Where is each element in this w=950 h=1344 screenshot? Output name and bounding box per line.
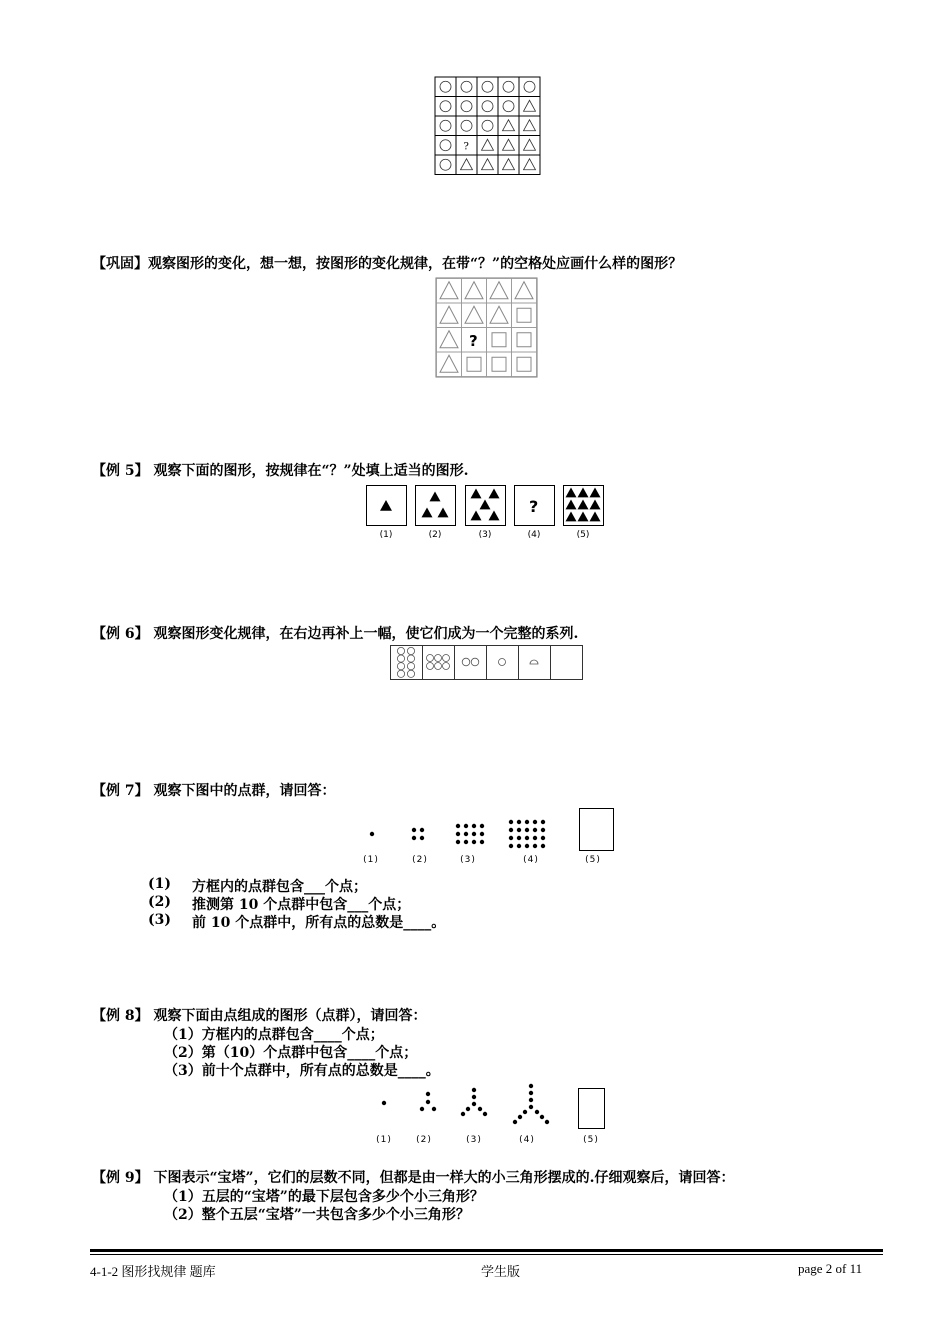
ex9-item-1: （1）五层的“宝塔”的最下层包含多少个小三角形？ — [164, 1189, 484, 1205]
example-7-question: 【例 7】 观察下图中的点群，请回答： — [92, 783, 336, 799]
filled-triangle — [430, 492, 441, 502]
dot — [545, 1120, 549, 1124]
filled-triangle — [590, 488, 601, 498]
triangle-shape — [515, 282, 533, 299]
dot — [517, 844, 521, 848]
circle-shape — [503, 81, 514, 92]
triangle-shape — [440, 306, 458, 323]
dot — [533, 844, 537, 848]
dot — [464, 824, 468, 828]
circle-shape — [503, 101, 514, 112]
filled-triangle — [471, 511, 482, 521]
triangle-shape — [440, 355, 458, 372]
triangle-shape — [482, 159, 494, 170]
figure-caption: (3) — [478, 530, 492, 540]
triangle-shape — [490, 282, 508, 299]
dot — [529, 1084, 533, 1088]
ex8-item-2: （2）第（10）个点群中包含____个点； — [164, 1045, 418, 1061]
dot — [420, 836, 424, 840]
grid-cell — [435, 155, 456, 175]
circle-shape — [461, 120, 472, 131]
dot — [529, 1105, 533, 1109]
grid-cell — [477, 97, 498, 117]
grid-cell — [456, 77, 477, 97]
circle-shape — [407, 655, 414, 662]
dot — [541, 820, 545, 824]
filled-triangle — [489, 489, 500, 499]
filled-triangle — [590, 500, 601, 510]
ex8-item-3: （3）前十个点群中，所有点的总数是____。 — [164, 1063, 440, 1079]
circle-shape — [440, 81, 451, 92]
footer-center-text: 学生版 — [481, 1264, 521, 1279]
circle-series-figure — [390, 645, 582, 681]
dot — [464, 840, 468, 844]
dot — [525, 820, 529, 824]
example-5-question: 【例 5】 观察下面的图形，按规律在“？”处填上适当的图形. — [92, 463, 469, 479]
dot — [480, 832, 484, 836]
dot-group-grid-figure — [360, 806, 620, 868]
dot — [533, 820, 537, 824]
circle-shape — [471, 658, 479, 666]
dot — [541, 844, 545, 848]
dot — [472, 832, 476, 836]
dot — [535, 1110, 539, 1114]
dot — [517, 820, 521, 824]
grid-cell — [477, 116, 498, 136]
triangle-square-grid-figure — [436, 278, 538, 378]
dot — [412, 836, 416, 840]
filled-triangle — [438, 508, 449, 518]
figure-caption: (4) — [527, 530, 541, 540]
circle-shape — [397, 655, 404, 662]
triangle-shape — [440, 331, 458, 348]
grid-cell — [498, 77, 519, 97]
figure-caption: (2) — [428, 530, 442, 540]
triangle-shape — [482, 139, 494, 150]
circle-shape — [440, 159, 451, 170]
triangle-shape — [524, 100, 536, 111]
dot — [529, 1098, 533, 1102]
figure-caption: (5) — [576, 530, 590, 540]
grid-cell — [435, 136, 456, 156]
dot — [518, 1115, 522, 1119]
dot — [464, 832, 468, 836]
filled-triangle — [578, 512, 589, 522]
filled-triangle — [566, 488, 577, 498]
triangle-shape — [524, 159, 536, 170]
grid-cell — [462, 352, 487, 377]
triangle-count-sequence-figure — [366, 485, 608, 543]
circle-shape — [482, 101, 493, 112]
circle-shape — [440, 140, 451, 151]
dot — [533, 828, 537, 832]
circle-shape — [440, 120, 451, 131]
grid-cell — [512, 303, 537, 328]
dot — [541, 828, 545, 832]
filled-triangle — [380, 500, 392, 511]
triangle-shape — [465, 282, 483, 299]
square-shape — [492, 357, 506, 371]
dot — [525, 836, 529, 840]
grid-cell — [487, 328, 512, 353]
circle-shape — [427, 663, 434, 670]
ex8-item-1: （1）方框内的点群包含____个点； — [164, 1027, 384, 1043]
dot — [461, 1112, 465, 1116]
figure-caption: (2) — [416, 1135, 432, 1145]
grid-cell — [512, 352, 537, 377]
figure-caption: (5) — [585, 855, 601, 865]
circle-shape — [482, 120, 493, 131]
dot — [466, 1107, 470, 1111]
square-shape — [492, 333, 506, 347]
filled-triangle — [422, 508, 433, 518]
grid-cell — [487, 352, 512, 377]
dot — [517, 828, 521, 832]
triangle-shape — [503, 159, 515, 170]
dot-branch-figure — [362, 1082, 622, 1146]
grid-cell — [477, 77, 498, 97]
half-circle-shape — [530, 660, 538, 664]
filled-triangle — [590, 512, 601, 522]
circle-shape — [461, 81, 472, 92]
grid-cell — [498, 97, 519, 117]
dot — [509, 844, 513, 848]
triangle-shape — [461, 159, 473, 170]
figure-caption: (2) — [412, 855, 428, 865]
footer-left-text: 4-1-2 图形找规律 题库 — [90, 1264, 216, 1279]
dot — [480, 824, 484, 828]
filled-triangle — [489, 511, 500, 521]
circle-shape — [462, 658, 470, 666]
figure-caption: (1) — [376, 1135, 392, 1145]
dot — [541, 836, 545, 840]
grid-cell — [519, 77, 540, 97]
square-shape — [517, 357, 531, 371]
circle-shape — [499, 659, 506, 666]
triangle-shape — [465, 306, 483, 323]
filled-triangle — [566, 500, 577, 510]
dot — [456, 832, 460, 836]
figure-caption: (5) — [583, 1135, 599, 1145]
empty-answer-box — [580, 809, 614, 851]
square-shape — [517, 333, 531, 347]
dot — [513, 1120, 517, 1124]
filled-triangle — [471, 489, 482, 499]
dot — [472, 840, 476, 844]
grid-cell — [512, 328, 537, 353]
figure-caption: (1) — [363, 855, 379, 865]
dot — [426, 1092, 430, 1096]
dot — [472, 1095, 476, 1099]
dot — [456, 840, 460, 844]
dot — [509, 820, 513, 824]
triangle-shape — [524, 139, 536, 150]
grid-cell — [435, 77, 456, 97]
dot — [483, 1112, 487, 1116]
series-frame — [519, 646, 551, 680]
dot — [472, 1088, 476, 1092]
ex7-item-1-number: (1) — [148, 876, 171, 892]
dot — [509, 828, 513, 832]
circle-shape — [427, 655, 434, 662]
dot — [529, 1091, 533, 1095]
circle-shape — [407, 663, 414, 670]
circle-shape — [524, 81, 535, 92]
grid-cell — [435, 97, 456, 117]
dot — [480, 840, 484, 844]
series-frame — [391, 646, 423, 680]
series-frame — [455, 646, 487, 680]
circle-shape — [397, 663, 404, 670]
circle-shape — [407, 670, 414, 677]
dot — [382, 1101, 386, 1105]
circle-shape — [435, 655, 442, 662]
triangle-shape — [440, 282, 458, 299]
filled-triangle — [566, 512, 577, 522]
figure-caption: (4) — [523, 855, 539, 865]
question-mark: ? — [529, 497, 539, 516]
series-frame — [551, 646, 583, 680]
footer-rule-thick — [90, 1249, 883, 1252]
dot — [420, 1107, 424, 1111]
dot — [432, 1107, 436, 1111]
grid-cell — [456, 116, 477, 136]
empty-answer-box — [579, 1089, 605, 1129]
circle-shape — [461, 101, 472, 112]
ex7-item-3-text: 前 10 个点群中，所有点的总数是____。 — [192, 915, 446, 931]
example-6-question: 【例 6】 观察图形变化规律，在右边再补上一幅，使它们成为一个完整的系列. — [92, 626, 579, 642]
footer-page-number: page 2 of 11 — [798, 1261, 863, 1276]
consolidate-question: 【巩固】观察图形的变化，想一想，按图形的变化规律，在带“？”的空格处应画什么样的图形？ — [92, 256, 683, 272]
question-mark: ? — [469, 331, 478, 350]
circle-shape — [443, 655, 450, 662]
dot — [525, 844, 529, 848]
circle-shape — [407, 647, 414, 654]
dot — [370, 832, 374, 836]
figure-caption: (3) — [460, 855, 476, 865]
triangle-shape — [503, 139, 515, 150]
ex7-item-2-number: (2) — [148, 894, 171, 910]
dot — [420, 828, 424, 832]
triangle-shape — [503, 120, 515, 131]
dot — [517, 836, 521, 840]
grid-cell — [456, 97, 477, 117]
dot — [478, 1107, 482, 1111]
dot — [426, 1100, 430, 1104]
circle-shape — [397, 670, 404, 677]
grid-cell — [435, 116, 456, 136]
dot — [523, 1110, 527, 1114]
figure-caption: (1) — [379, 530, 393, 540]
example-8-question: 【例 8】 观察下面由点组成的图形（点群），请回答： — [92, 1008, 427, 1024]
ex9-item-2: （2）整个五层“宝塔”一共包含多少个小三角形？ — [164, 1207, 470, 1223]
dot — [472, 824, 476, 828]
square-shape — [517, 308, 531, 322]
dot — [525, 828, 529, 832]
filled-triangle — [578, 488, 589, 498]
circle-shape — [435, 663, 442, 670]
circle-shape — [482, 81, 493, 92]
triangle-shape — [490, 306, 508, 323]
figure-caption: (3) — [466, 1135, 482, 1145]
circle-shape — [440, 101, 451, 112]
dot — [472, 1102, 476, 1106]
ex7-item-3-number: (3) — [148, 912, 171, 928]
dot — [456, 824, 460, 828]
ex7-item-2-text: 推测第 10 个点群中包含___个点； — [192, 897, 411, 913]
figure-caption: (4) — [519, 1135, 535, 1145]
series-frame — [487, 646, 519, 680]
filled-triangle — [578, 500, 589, 510]
circle-triangle-grid-figure — [434, 76, 540, 176]
dot — [540, 1115, 544, 1119]
question-mark: ? — [463, 141, 469, 153]
ex7-item-1-text: 方框内的点群包含___个点； — [192, 879, 367, 895]
filled-triangle — [480, 500, 491, 510]
figure-box — [416, 486, 456, 526]
triangle-shape — [524, 120, 536, 131]
square-shape — [467, 357, 481, 371]
circle-shape — [443, 663, 450, 670]
dot — [533, 836, 537, 840]
example-9-question: 【例 9】 下图表示“宝塔”，它们的层数不同，但都是由一样大的小三角形摆成的.仔细观察后，请回答： — [92, 1170, 735, 1186]
footer-rule-thin — [90, 1254, 883, 1255]
dot — [509, 836, 513, 840]
dot — [412, 828, 416, 832]
circle-shape — [397, 647, 404, 654]
